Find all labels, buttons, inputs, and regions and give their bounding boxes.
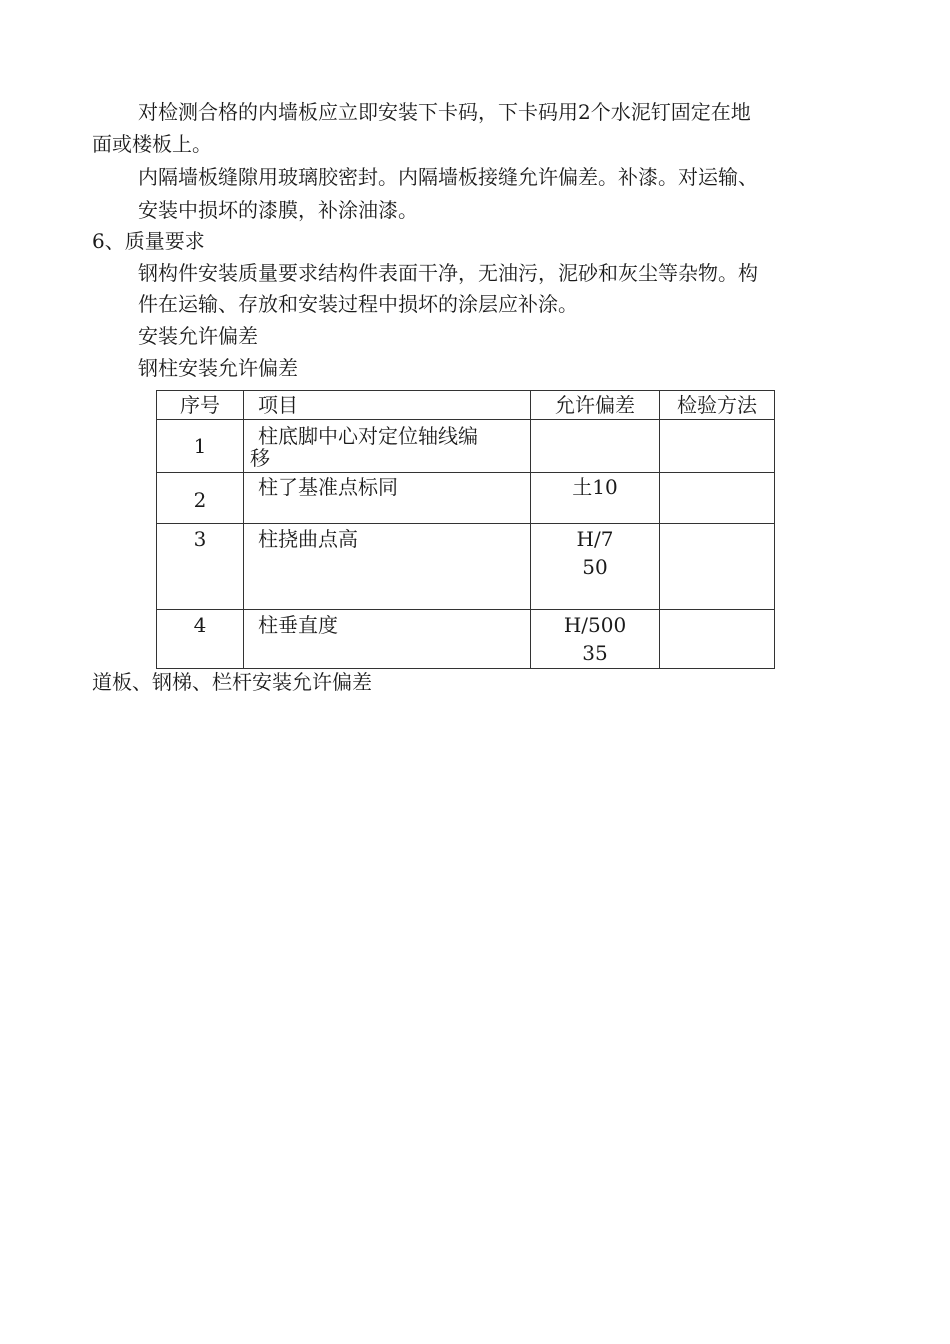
- row-tolerance-line1: 土10: [572, 475, 618, 499]
- row-tolerance-line2: 50: [582, 555, 608, 579]
- table-row: [157, 610, 775, 669]
- section-heading: 6、质量要求: [92, 229, 205, 253]
- row-no-text: 4: [193, 613, 207, 637]
- row-no: [157, 524, 244, 610]
- row-item-line2: 移: [250, 446, 270, 470]
- row-tolerance: [531, 420, 660, 473]
- column-tolerance-table: [156, 390, 775, 669]
- row-item-line1: 柱了基准点标同: [258, 475, 398, 499]
- row-no-text: 2: [193, 488, 207, 512]
- sub-heading-install-tolerance: 安装允许偏差: [138, 324, 258, 348]
- row-tolerance-line1: H/500: [563, 613, 627, 637]
- row-item: [244, 524, 531, 610]
- row-method: [660, 420, 775, 473]
- header-method: 检验方法: [660, 391, 775, 420]
- table-header-row: [157, 391, 775, 420]
- row-method: [660, 473, 775, 524]
- row-item-line1: 柱底脚中心对定位轴线编: [258, 424, 478, 448]
- paragraph-2-line-1: 内隔墙板缝隙用玻璃胶密封。内隔墙板接缝允许偏差。补漆。对运输、: [138, 165, 758, 189]
- table-row: [157, 420, 775, 473]
- row-no: [157, 473, 244, 524]
- header-tolerance: 允许偏差: [531, 391, 660, 420]
- row-no-text: 3: [193, 527, 207, 551]
- row-no: [157, 610, 244, 669]
- row-item-line1: 柱垂直度: [258, 613, 338, 637]
- header-item: [244, 391, 531, 420]
- row-tolerance-line2: 35: [582, 641, 608, 665]
- paragraph-3-line-1: 钢构件安装质量要求结构件表面干净，无油污，泥砂和灰尘等杂物。构: [138, 261, 758, 285]
- footer-heading: 道板、钢梯、栏杆安装允许偏差: [92, 670, 372, 694]
- row-tolerance: [531, 524, 660, 610]
- row-tolerance: [531, 610, 660, 669]
- paragraph-1-line-2: 面或楼板上。: [92, 132, 212, 156]
- row-tolerance: [531, 473, 660, 524]
- table-row: [157, 524, 775, 610]
- sub-heading-column-tolerance: 钢柱安装允许偏差: [138, 356, 298, 380]
- row-no: 1: [157, 420, 244, 473]
- paragraph-1-line-1: 对检测合格的内墙板应立即安装下卡码，下卡码用2个水泥钉固定在地: [138, 100, 751, 124]
- header-no: 序号: [157, 391, 244, 420]
- paragraph-2-line-2: 安装中损坏的漆膜，补涂油漆。: [138, 198, 418, 222]
- row-item: [244, 420, 531, 473]
- row-tolerance-line1: H/7: [576, 527, 614, 551]
- row-method: [660, 610, 775, 669]
- row-item: [244, 610, 531, 669]
- paragraph-3-line-2: 件在运输、存放和安装过程中损坏的涂层应补涂。: [138, 292, 578, 316]
- row-item-line1: 柱挠曲点高: [258, 527, 358, 551]
- table-row: [157, 473, 775, 524]
- row-method: [660, 524, 775, 610]
- row-item: [244, 473, 531, 524]
- header-item-text: 项目: [258, 393, 298, 417]
